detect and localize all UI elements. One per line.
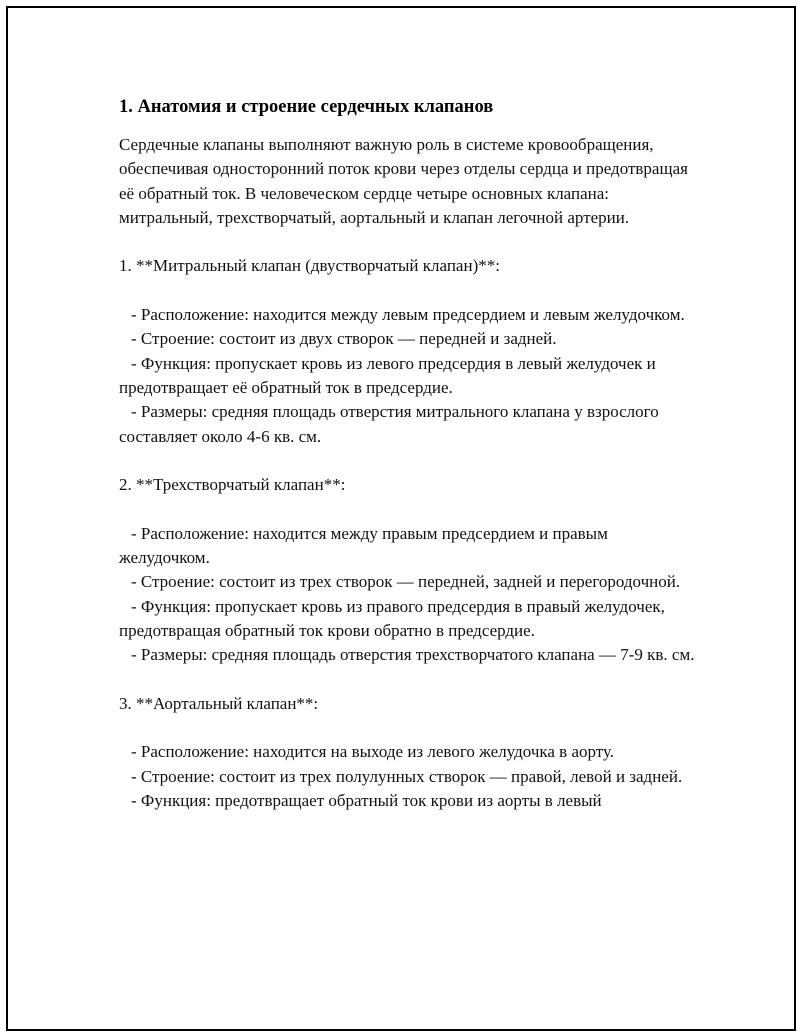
blank-line [119,497,699,521]
list-item: - Строение: состоит из двух створок — передней и задней. [131,329,557,349]
blank-line [119,230,699,254]
list-item: - Размеры: средняя площадь отверстия трехстворчатого клапана — 7-9 кв. см. [131,645,695,665]
valve-heading-aortic: 3. **Аортальный клапан**: [119,693,319,713]
intro-paragraph: Сердечные клапаны выполняют важную роль в системе кровообращения, обеспечивая односторонний поток крови через отделы сердца и предотвращая её обратный ток. В человеческом сердце четыре основных клапана: митральный, трехстворчатый, аортальный и клапан легочной артерии. [119,135,688,227]
blank-line [119,279,699,303]
valve-heading-tricuspid: 2. **Трехстворчатый клапан**: [119,475,346,495]
document-content [119,95,699,813]
list-item: - Строение: состоит из трех створок — передней, задней и перегородочной. [131,572,681,592]
document-page [6,6,796,1031]
list-item: - Функция: пропускает кровь из левого предсердия в левый желудочек и предотвращает её обратный ток в предсердие. [119,353,656,397]
list-item: - Расположение: находится на выходе из левого желудочка в аорту. [131,742,615,762]
list-item: - Размеры: средняя площадь отверстия митрального клапана у взрослого составляет около 4-6 кв. см. [119,402,659,446]
list-item: - Строение: состоит из трех полулунных створок — правой, левой и задней. [131,766,683,786]
valve-heading-mitral: 1. **Митральный клапан (двустворчатый клапан)**: [119,256,500,276]
list-item: - Функция: пропускает кровь из правого предсердия в правый желудочек, предотвращая обратный ток крови обратно в предсердие. [119,596,665,640]
list-item: - Расположение: находится между левым предсердием и левым желудочком. [131,305,685,325]
list-item: - Функция: предотвращает обратный ток крови из аорты в левый [131,791,602,811]
blank-line [119,449,699,473]
blank-line [119,716,699,740]
list-item: - Расположение: находится между правым предсердием и правым желудочком. [119,523,608,568]
section-title: 1. Анатомия и строение сердечных клапанов [119,97,494,117]
blank-line [119,668,699,692]
